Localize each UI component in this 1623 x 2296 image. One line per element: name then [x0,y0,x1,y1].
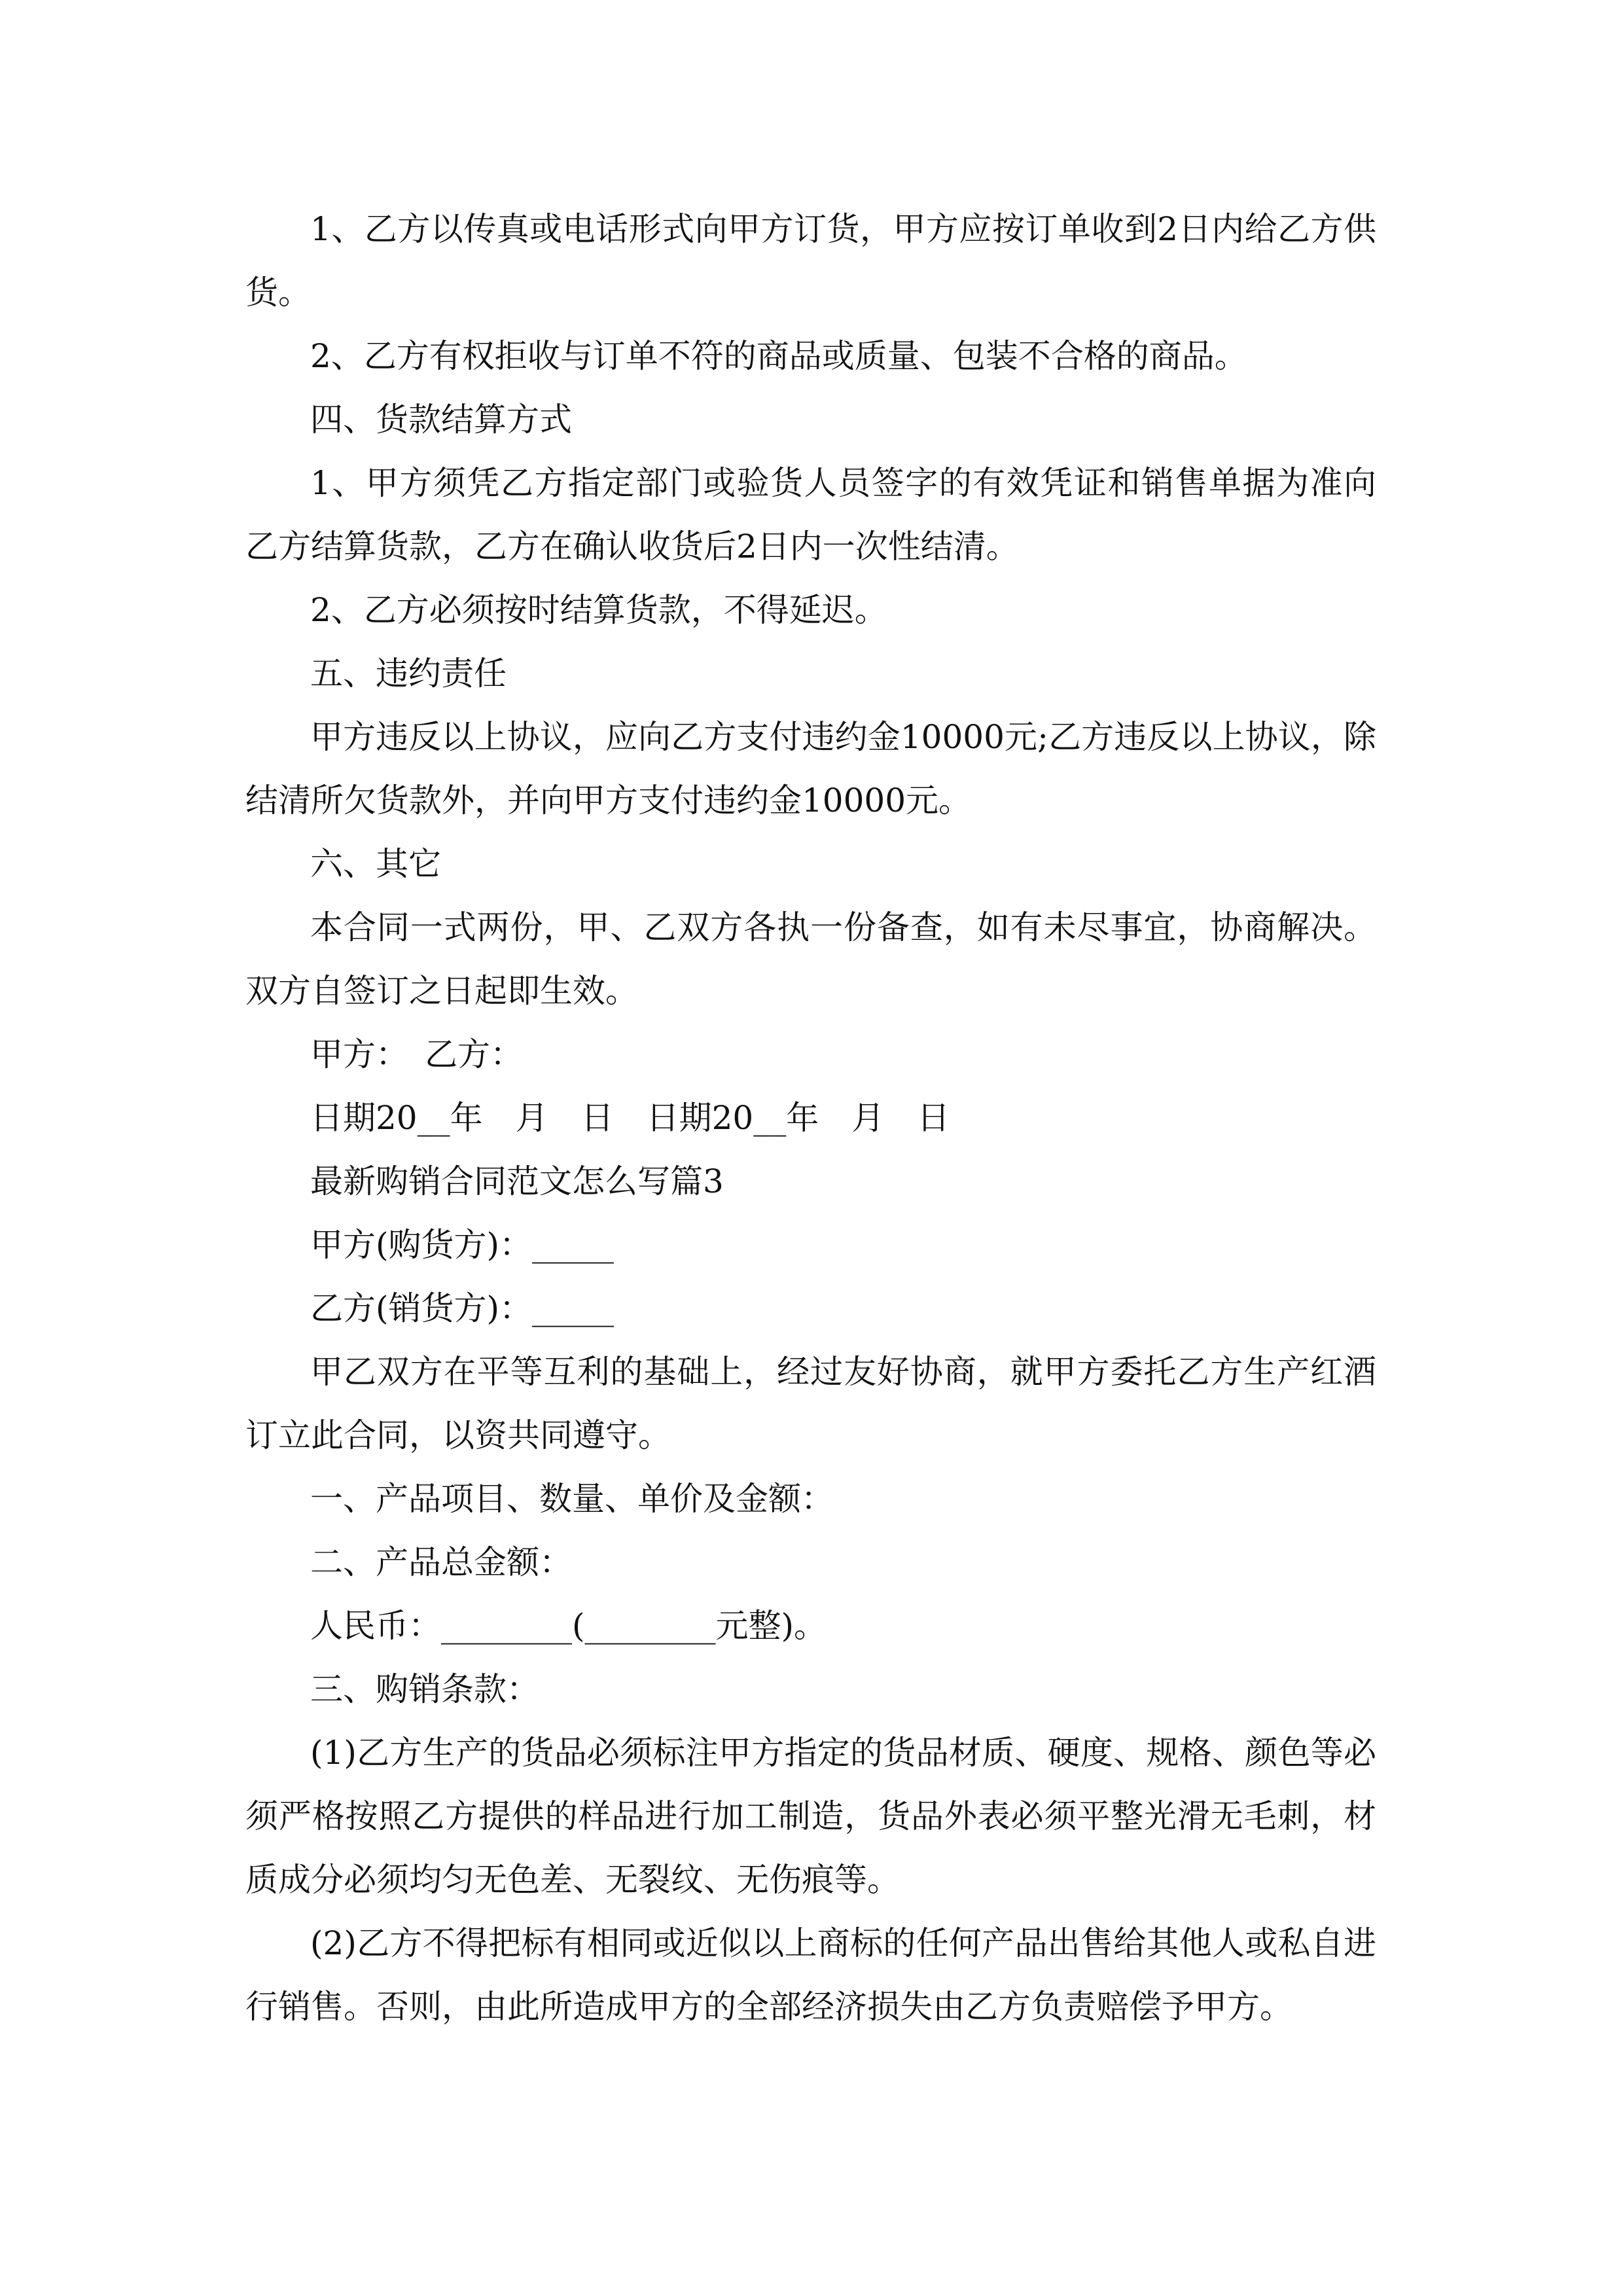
section-heading-payment: 四、货款结算方式 [310,401,572,439]
paragraph-right-to-reject: 2、乙方有权拒收与订单不符的商品或质量、包装不合格的商品。 [310,337,1247,375]
paragraph-copies: 本合同一式两份，甲、乙双方各执一份备查，如有未尽事宜，协商解决。双方自签订之日起即生效。 [245,908,1376,1010]
paragraph-order-by-fax: 1、乙方以传真或电话形式向甲方订货，甲方应按订单收到2日内给乙方供货。 [245,210,1376,312]
amount-rmb-line: 人民币：________(________元整)。 [310,1607,827,1645]
document-body [245,198,1376,2039]
paragraph-term-2: (2)乙方不得把标有相同或近似以上商标的任何产品出售给其他人或私自进行销售。否则，由此所造成甲方的全部经济损失由乙方负责赔偿予甲方。 [245,1924,1376,2026]
signature-date-line: 日期20__年 月 日 日期20__年 月 日 [310,1099,950,1137]
signature-parties-line: 甲方： 乙方： [310,1035,523,1073]
contract-title-3: 最新购销合同范文怎么写篇3 [310,1162,724,1200]
paragraph-preamble: 甲乙双方在平等互利的基础上，经过友好协商，就甲方委托乙方生产红酒订立此合同，以资共同遵守。 [245,1353,1376,1454]
section-heading-other: 六、其它 [310,845,441,883]
paragraph-payment-on-time: 2、乙方必须按时结算货款，不得延迟。 [310,591,887,629]
section-heading-products: 一、产品项目、数量、单价及金额： [310,1480,834,1518]
section-heading-terms: 三、购销条款： [310,1670,539,1708]
section-heading-total-amount: 二、产品总金额： [310,1543,572,1581]
paragraph-penalty: 甲方违反以上协议，应向乙方支付违约金10000元;乙方违反以上协议，除结清所欠货款外，并向甲方支付违约金10000元。 [245,718,1376,819]
paragraph-term-1: (1)乙方生产的货品必须标注甲方指定的货品材质、硬度、规格、颜色等必须严格按照乙方提供的样品进行加工制造，货品外表必须平整光滑无毛刺，材质成分必须均匀无色差、无裂纹、无伤痕等。 [245,1734,1376,1899]
party-a-buyer-line: 甲方(购货方)：_____ [310,1226,615,1264]
section-heading-liability: 五、违约责任 [310,655,507,692]
party-b-seller-line: 乙方(销货方)：_____ [310,1289,615,1327]
paragraph-payment-settlement: 1、甲方须凭乙方指定部门或验货人员签字的有效凭证和销售单据为准向乙方结算货款，乙方在确认收货后2日内一次性结清。 [245,464,1376,565]
